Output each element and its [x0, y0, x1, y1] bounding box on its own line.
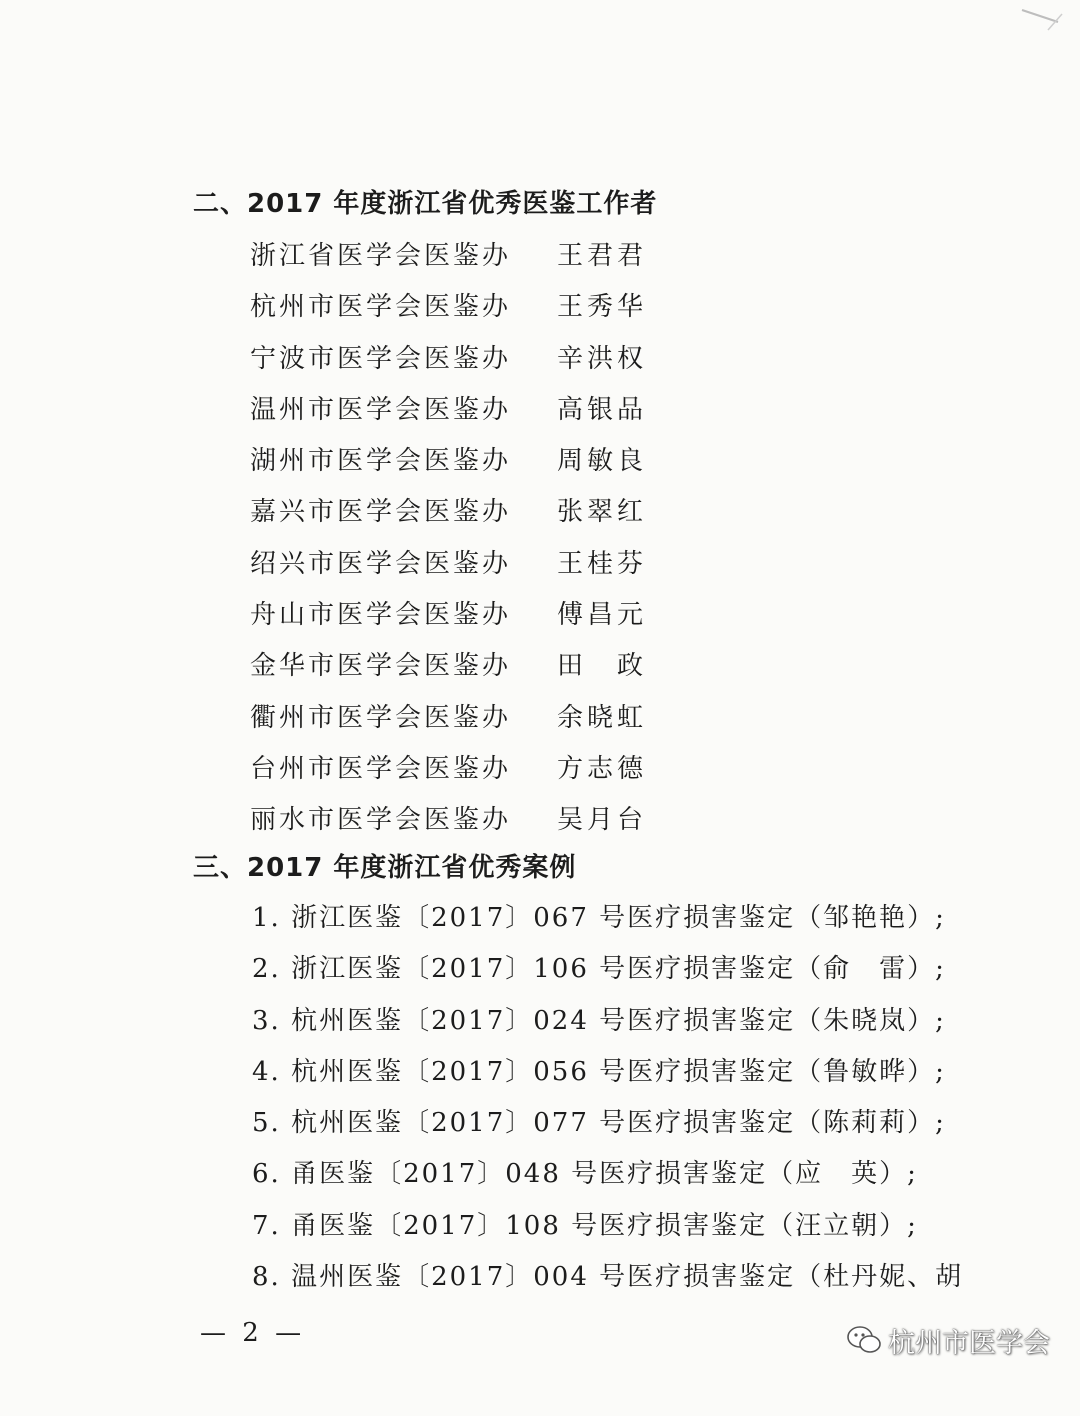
case-list: [252, 893, 964, 1303]
awardee-name: 高银品: [557, 394, 648, 425]
awardee-organization: 绍兴市医学会医鉴办: [250, 548, 512, 579]
awardee-row: [250, 487, 670, 538]
awardee-organization: 湖州市医学会医鉴办: [250, 446, 512, 477]
awardee-name: 方志德: [557, 753, 648, 784]
section-two-heading: 二、2017 年度浙江省优秀医鉴工作者: [193, 189, 658, 219]
awardee-organization: 浙江省医学会医鉴办: [250, 241, 512, 271]
awardee-row: [250, 641, 670, 692]
page-number: — 2 —: [200, 1318, 306, 1348]
awardee-name: 吴月台: [557, 805, 648, 836]
awardee-name: 辛洪权: [557, 343, 648, 374]
case-item: 1. 浙江医鉴〔2017〕067 号医疗损害鉴定（邹艳艳）;: [252, 903, 946, 933]
awardee-row: [250, 744, 670, 795]
section-three-heading: 三、2017 年度浙江省优秀案例: [193, 853, 577, 883]
scan-mark: [1018, 4, 1066, 34]
awardee-name: 张翠红: [557, 497, 648, 528]
awardee-row: [250, 590, 670, 641]
awardee-organization: 嘉兴市医学会医鉴办: [250, 497, 512, 528]
awardee-row: [250, 693, 670, 744]
awardee-name: 王桂芬: [557, 548, 648, 579]
case-item: 5. 杭州医鉴〔2017〕077 号医疗损害鉴定（陈莉莉）;: [252, 1108, 946, 1139]
awardee-name: 余晓虹: [557, 702, 648, 733]
wechat-icon: [846, 1324, 882, 1356]
case-item: 4. 杭州医鉴〔2017〕056 号医疗损害鉴定（鲁敏晔）;: [252, 1056, 946, 1087]
awardee-organization: 衢州市医学会医鉴办: [250, 702, 512, 733]
case-item: 8. 温州医鉴〔2017〕004 号医疗损害鉴定（杜丹妮、胡: [252, 1262, 964, 1293]
awardee-organization: 宁波市医学会医鉴办: [250, 343, 512, 374]
awardee-name: 周敏良: [557, 446, 648, 477]
awardee-name: 傅昌元: [557, 600, 648, 631]
case-item: 7. 甬医鉴〔2017〕108 号医疗损害鉴定（汪立朝）;: [252, 1210, 918, 1241]
case-item: 3. 杭州医鉴〔2017〕024 号医疗损害鉴定（朱晓岚）;: [252, 1005, 946, 1036]
awardee-organization: 丽水市医学会医鉴办: [250, 805, 512, 836]
awardee-row: [250, 334, 670, 385]
awardee-row: [250, 385, 670, 436]
watermark: [846, 1320, 1050, 1360]
awardee-row: [250, 436, 670, 487]
case-item: 2. 浙江医鉴〔2017〕106 号医疗损害鉴定（俞 雷）;: [252, 954, 946, 985]
watermark-text: 杭州市医学会: [888, 1327, 1050, 1359]
awardee-row: [250, 539, 670, 590]
awardee-row: [250, 282, 670, 333]
awardee-organization: 温州市医学会医鉴办: [250, 394, 512, 425]
awardee-name: 王君君: [557, 241, 648, 271]
awardee-organization: 台州市医学会医鉴办: [250, 753, 512, 784]
awardee-organization: 杭州市医学会医鉴办: [250, 292, 512, 323]
awardee-organization: 舟山市医学会医鉴办: [250, 600, 512, 631]
awardee-row: [250, 795, 670, 846]
awardee-name: 王秀华: [557, 292, 648, 323]
awardee-name: 田 政: [557, 651, 648, 682]
awardee-organization: 金华市医学会医鉴办: [250, 651, 512, 682]
awardee-list: [250, 231, 670, 847]
awardee-row: [250, 231, 670, 282]
case-item: 6. 甬医鉴〔2017〕048 号医疗损害鉴定（应 英）;: [252, 1159, 918, 1190]
